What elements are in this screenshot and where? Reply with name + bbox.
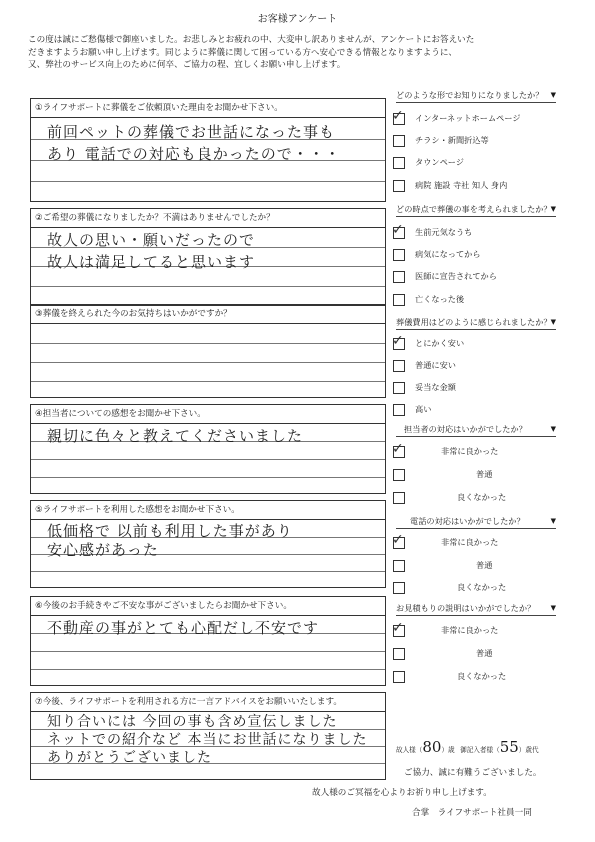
option-label: 非常に良かった bbox=[441, 537, 499, 547]
handwritten-answer: あり 電話での対応も良かったので・・・ bbox=[47, 145, 341, 163]
handwritten-answer: 故人は満足してると思います bbox=[47, 253, 256, 271]
question-box-2 bbox=[30, 208, 386, 306]
checkbox[interactable] bbox=[392, 532, 405, 549]
checkbox[interactable] bbox=[393, 157, 405, 169]
question-box-1 bbox=[30, 98, 386, 202]
question-label: ①ライフサポートに葬儀をご依頼頂いた理由をお聞かせ下さい。 bbox=[31, 99, 385, 118]
intro-text bbox=[28, 34, 573, 72]
option-label: インターネットホームページ bbox=[415, 113, 521, 123]
right-question-2 bbox=[396, 204, 556, 215]
checkbox[interactable] bbox=[393, 469, 405, 481]
handwritten-answer: ありがとうございました bbox=[47, 750, 212, 766]
option-label: 亡くなった後 bbox=[415, 294, 465, 304]
right-question-3 bbox=[396, 317, 556, 328]
checkbox[interactable] bbox=[393, 360, 405, 372]
thanks-text: ご協力、誠に有難うございました。 bbox=[404, 768, 542, 778]
option-label: 病気になってから bbox=[415, 249, 481, 259]
handwritten-answer: 低価格で 以前も利用した事があり bbox=[47, 522, 293, 540]
chevron-down-icon: ▼ bbox=[550, 205, 556, 213]
checkbox[interactable] bbox=[392, 620, 405, 637]
check-mark-icon: ✓ bbox=[392, 532, 404, 548]
deceased-age-unit: ）歳 bbox=[441, 746, 455, 754]
checkbox[interactable] bbox=[393, 382, 405, 394]
checkbox[interactable] bbox=[393, 560, 405, 572]
right-question-label: どのような形でお知りになりましたか？ bbox=[396, 90, 544, 100]
checkbox[interactable] bbox=[393, 249, 405, 261]
handwritten-answer: 親切に色々と教えてくださいました bbox=[47, 427, 304, 445]
chevron-down-icon: ▼ bbox=[550, 425, 556, 433]
option-label: 良くなかった bbox=[457, 582, 507, 592]
handwritten-answer: 故人の思い・願いだったので bbox=[47, 231, 256, 249]
question-box-6 bbox=[30, 596, 386, 686]
check-mark-icon: ✓ bbox=[392, 333, 404, 349]
checkbox[interactable] bbox=[393, 271, 405, 283]
question-label: ⑥今後のお手続きやご不安な事がございましたらお聞かせ下さい。 bbox=[31, 597, 385, 616]
checkbox[interactable] bbox=[393, 671, 405, 683]
option-label: とにかく安い bbox=[415, 338, 465, 348]
question-label: ④担当者についての感想をお聞かせ下さい。 bbox=[31, 405, 385, 424]
check-mark-icon: ✓ bbox=[392, 441, 404, 457]
question-box-7 bbox=[30, 692, 386, 780]
writer-label: 御記入者様（ bbox=[460, 746, 500, 754]
deceased-age: 80 bbox=[422, 738, 442, 756]
checkbox[interactable] bbox=[393, 135, 405, 147]
option-label: 普通 bbox=[476, 469, 493, 479]
option-label: 生前元気なうち bbox=[415, 227, 473, 237]
checkbox[interactable] bbox=[393, 294, 405, 306]
option-label: 非常に良かった bbox=[441, 446, 499, 456]
checkbox[interactable] bbox=[393, 492, 405, 504]
intro-line: だきますようお願い申し上げます。同じように葬儀に関して困っている方へ安心できる情報となりますように、 bbox=[28, 47, 458, 58]
prayer-text: 故人様のご冥福を心よりお祈り申し上げます。 bbox=[312, 788, 492, 798]
right-question-label: お見積もりの説明はいかがでしたか？ bbox=[396, 603, 536, 613]
checkbox[interactable] bbox=[393, 648, 405, 660]
right-question-label: どの時点で葬儀の事を考えられましたか？ bbox=[396, 204, 552, 214]
question-label: ⑤ライフサポートを利用した感想をお聞かせ下さい。 bbox=[31, 501, 385, 520]
right-question-label: 葬儀費用はどのように感じられましたか？ bbox=[396, 317, 552, 327]
checkbox[interactable] bbox=[392, 108, 405, 125]
page-title: お客様アンケート bbox=[257, 14, 338, 25]
intro-line: この度は誠にご愁傷様で御座いました。お悲しみとお疲れの中、大変申し訳ありませんが、アンケートにお答えいた bbox=[28, 35, 475, 45]
question-box-5 bbox=[30, 500, 386, 588]
age-line bbox=[396, 738, 539, 756]
option-label: 良くなかった bbox=[457, 671, 507, 681]
option-label: 高い bbox=[415, 404, 432, 414]
signature-text: 合掌 ライフサポート社員一同 bbox=[412, 808, 532, 818]
right-question-5 bbox=[396, 516, 556, 527]
right-question-label: 担当者の対応はいかがでしたか？ bbox=[404, 424, 527, 434]
writer-age-unit: ）歳代 bbox=[518, 746, 539, 754]
question-label: ③葬儀を終えられた今のお気持ちはいかがですか？ bbox=[31, 305, 385, 324]
handwritten-answer: 知り合いには 今回の事も含め宣伝しました bbox=[47, 714, 338, 730]
question-label: ⑦今後、ライフサポートを利用される方に一言アドバイスをお願いいたします。 bbox=[31, 693, 385, 712]
option-label: 良くなかった bbox=[457, 492, 507, 502]
chevron-down-icon: ▼ bbox=[550, 91, 556, 99]
option-label: 非常に良かった bbox=[441, 625, 499, 635]
handwritten-answer: 前回ペットの葬儀でお世話になった事も bbox=[47, 123, 336, 141]
checkbox[interactable] bbox=[393, 180, 405, 192]
handwritten-answer: 安心感があった bbox=[47, 541, 159, 559]
option-label: 普通 bbox=[476, 648, 493, 658]
checkbox[interactable] bbox=[393, 582, 405, 594]
option-label: タウンページ bbox=[415, 157, 464, 167]
handwritten-answer: 不動産の事がとても心配だし不安です bbox=[47, 619, 320, 637]
option-label: 医師に宣告されてから bbox=[415, 271, 497, 281]
writer-age: 55 bbox=[499, 738, 519, 756]
checkbox[interactable] bbox=[393, 404, 405, 416]
option-label: 病院 施設 寺社 知人 身内 bbox=[415, 180, 508, 190]
option-label: 普通 bbox=[476, 560, 493, 570]
option-label: 妥当な金額 bbox=[415, 382, 456, 392]
option-label: チラシ・新聞折込等 bbox=[415, 135, 489, 145]
check-mark-icon: ✓ bbox=[392, 108, 404, 124]
chevron-down-icon: ▼ bbox=[550, 604, 556, 612]
deceased-label: 故人様（ bbox=[396, 746, 423, 754]
option-label: 普通に安い bbox=[415, 360, 456, 370]
right-question-label: 電話の対応はいかがでしたか？ bbox=[410, 516, 525, 526]
check-mark-icon: ✓ bbox=[392, 620, 404, 636]
question-box-3 bbox=[30, 304, 386, 398]
chevron-down-icon: ▼ bbox=[550, 318, 556, 326]
check-mark-icon: ✓ bbox=[392, 222, 404, 238]
right-question-1 bbox=[396, 90, 556, 101]
intro-line: 又、弊社のサービス向上のために何卒、ご協力の程、宜しくお願い申し上げます。 bbox=[28, 60, 346, 70]
handwritten-answer: ネットでの紹介など 本当にお世話になりました bbox=[47, 732, 368, 748]
checkbox[interactable] bbox=[392, 333, 405, 350]
question-label: ②ご希望の葬儀になりましたか？不満はありませんでしたか？ bbox=[31, 209, 385, 228]
right-question-4 bbox=[396, 424, 556, 435]
checkbox[interactable] bbox=[392, 441, 405, 458]
question-box-4 bbox=[30, 404, 386, 494]
chevron-down-icon: ▼ bbox=[550, 517, 556, 525]
checkbox[interactable] bbox=[392, 222, 405, 239]
right-question-6 bbox=[396, 603, 556, 614]
